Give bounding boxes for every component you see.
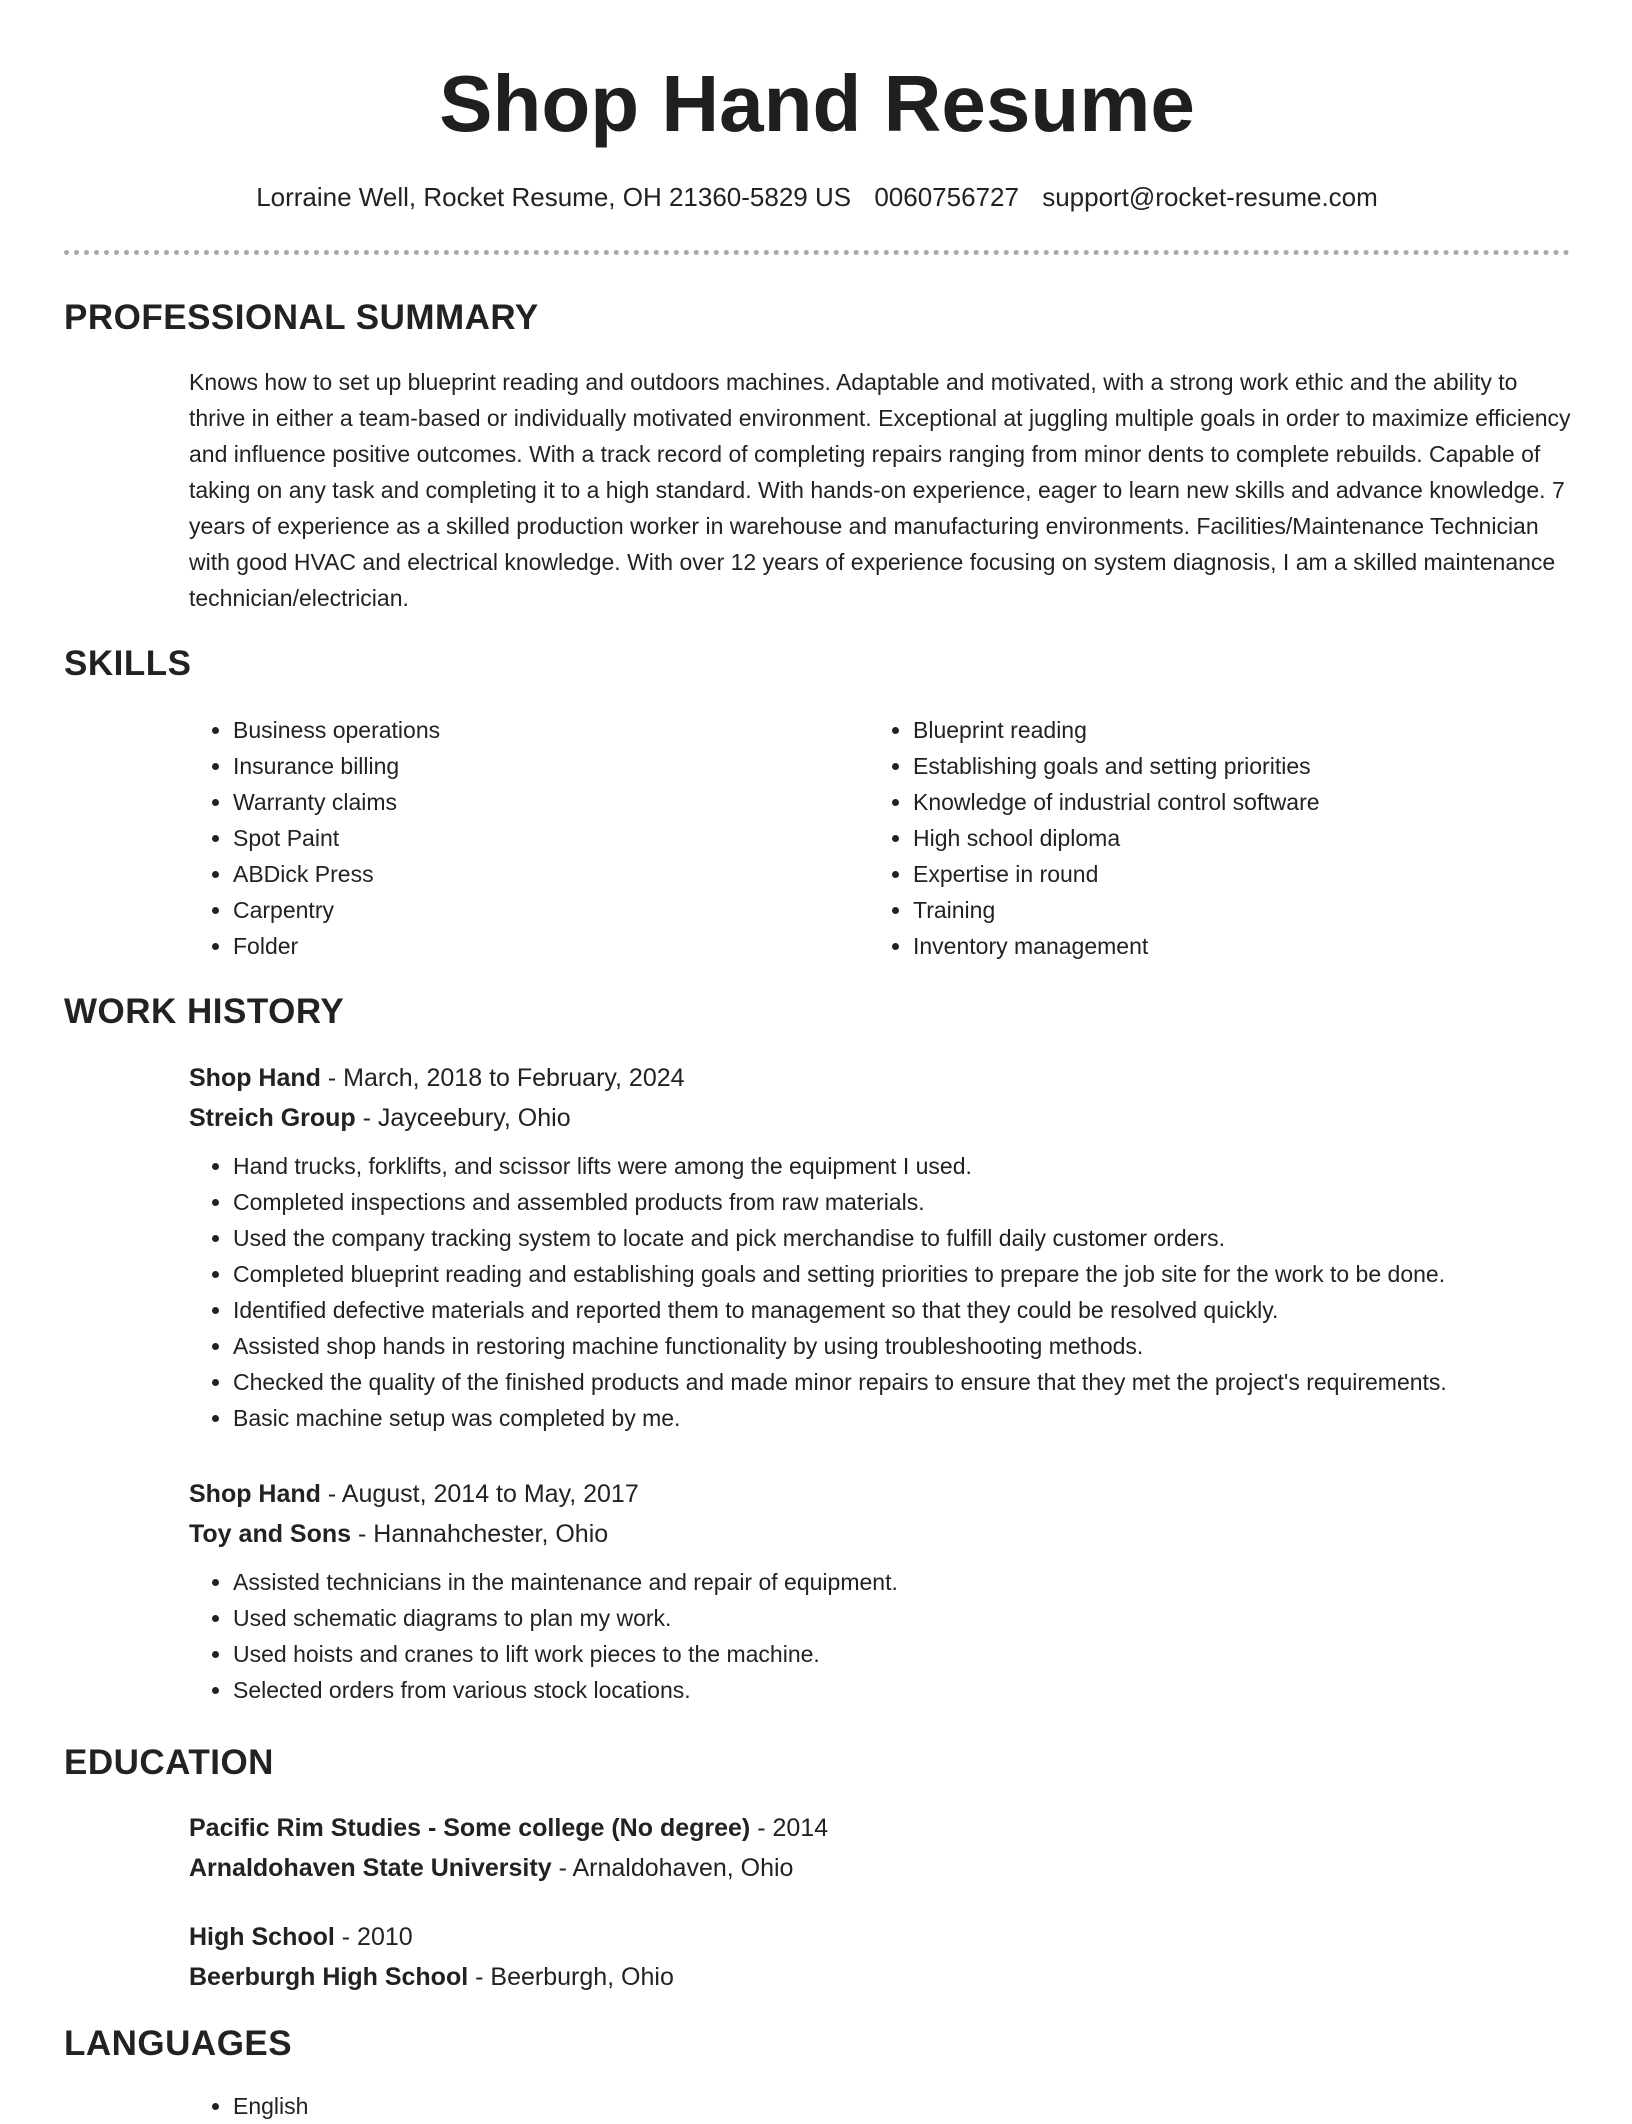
skill-item: • Expertise in round bbox=[913, 856, 1569, 892]
job-entry bbox=[189, 1058, 1574, 1436]
skill-item: • Insurance billing bbox=[233, 748, 859, 784]
education-year: - 2010 bbox=[334, 1923, 413, 1951]
education-degree: High School bbox=[189, 1923, 335, 1951]
skill-item: • Knowledge of industrial control software bbox=[913, 784, 1569, 820]
skill-item: • Warranty claims bbox=[233, 784, 859, 820]
languages-block bbox=[189, 2088, 1574, 2124]
job-duty: • Identified defective materials and reported them to management so that they could be resolved quickly. bbox=[233, 1292, 1574, 1328]
education-school: Beerburgh High School bbox=[189, 1963, 469, 1991]
language-item: • English bbox=[233, 2088, 1574, 2124]
job-title-line bbox=[189, 1058, 1574, 1098]
job-location: - Jayceebury, Ohio bbox=[355, 1104, 571, 1132]
education-degree-line bbox=[189, 1808, 1574, 1848]
skill-item: • Blueprint reading bbox=[913, 712, 1569, 748]
skill-item: • Carpentry bbox=[233, 892, 859, 928]
skill-item: • Establishing goals and setting priorities bbox=[913, 748, 1569, 784]
job-duty: • Assisted technicians in the maintenance and repair of equipment. bbox=[233, 1564, 1574, 1600]
education-entry bbox=[189, 1917, 1574, 1997]
job-location: - Hannahchester, Ohio bbox=[351, 1520, 609, 1548]
education-degree-line bbox=[189, 1917, 1574, 1957]
education-school: Arnaldohaven State University bbox=[189, 1854, 552, 1882]
job-duty: • Assisted shop hands in restoring machine functionality by using troubleshooting methods. bbox=[233, 1328, 1574, 1364]
contact-email: support@rocket-resume.com bbox=[1042, 182, 1378, 212]
summary-heading: PROFESSIONAL SUMMARY bbox=[64, 298, 539, 337]
skill-item: • High school diploma bbox=[913, 820, 1569, 856]
skill-item: • Business operations bbox=[233, 712, 859, 748]
skill-item: • Inventory management bbox=[913, 928, 1569, 964]
education-heading: EDUCATION bbox=[64, 1743, 274, 1782]
skills-left-column bbox=[189, 712, 859, 964]
job-duty: • Used the company tracking system to locate and pick merchandise to fulfill daily customer orders. bbox=[233, 1220, 1574, 1256]
job-title-line bbox=[189, 1474, 1574, 1514]
job-duty: • Selected orders from various stock locations. bbox=[233, 1672, 1574, 1708]
contact-address: Lorraine Well, Rocket Resume, OH 21360-5829 US bbox=[256, 182, 852, 212]
education-school-line bbox=[189, 1957, 1574, 1997]
job-duties-list bbox=[189, 1564, 1574, 1708]
languages-heading: LANGUAGES bbox=[64, 2024, 293, 2063]
skills-list-right bbox=[869, 712, 1569, 964]
job-title: Shop Hand bbox=[189, 1064, 321, 1092]
education-year: - 2014 bbox=[750, 1814, 829, 1842]
education-location: - Beerburgh, Ohio bbox=[468, 1963, 674, 1991]
job-duty: • Completed inspections and assembled products from raw materials. bbox=[233, 1184, 1574, 1220]
job-company: Toy and Sons bbox=[189, 1520, 352, 1548]
skills-heading: SKILLS bbox=[64, 644, 192, 683]
languages-list bbox=[189, 2088, 1574, 2124]
job-dates: - August, 2014 to May, 2017 bbox=[320, 1480, 639, 1508]
job-duty: • Used hoists and cranes to lift work pieces to the machine. bbox=[233, 1636, 1574, 1672]
resume-title: Shop Hand Resume bbox=[439, 59, 1195, 148]
job-company-line bbox=[189, 1098, 1574, 1138]
skill-item: • Spot Paint bbox=[233, 820, 859, 856]
skills-right-column bbox=[869, 712, 1569, 964]
job-duty: • Hand trucks, forklifts, and scissor lifts were among the equipment I used. bbox=[233, 1148, 1574, 1184]
job-duty: • Used schematic diagrams to plan my work. bbox=[233, 1600, 1574, 1636]
contact-phone: 0060756727 bbox=[874, 182, 1019, 212]
header-divider bbox=[64, 250, 1570, 255]
job-duty: • Basic machine setup was completed by me. bbox=[233, 1400, 1574, 1436]
job-dates: - March, 2018 to February, 2024 bbox=[320, 1064, 685, 1092]
work-history-heading: WORK HISTORY bbox=[64, 992, 345, 1031]
job-title: Shop Hand bbox=[189, 1480, 321, 1508]
skill-item: • Training bbox=[913, 892, 1569, 928]
summary-text: Knows how to set up blueprint reading and outdoors machines. Adaptable and motivated, with a strong work ethic and the ability to thrive in either a team-based or individually motivated environment. Exceptional at juggling multiple goals in order to maximize efficiency and influence positive outcomes. With a track record of completing repairs ranging from minor dents to complete rebuilds. Capable of taking on any task and completing it to a high standard. With hands-on experience, eager to learn new skills and advance knowledge. 7 years of experience as a skilled production worker in warehouse and manufacturing environments. Facilities/Maintenance Technician with good HVAC and electrical knowledge. With over 12 years of experience focusing on system diagnosis, I am a skilled maintenance technician/electrician. bbox=[189, 369, 1571, 611]
education-degree: Pacific Rim Studies - Some college (No degree) bbox=[189, 1814, 751, 1842]
contact-line bbox=[64, 180, 1570, 214]
education-school-line bbox=[189, 1848, 1574, 1888]
education-entry bbox=[189, 1808, 1574, 1888]
job-duty: • Completed blueprint reading and establishing goals and setting priorities to prepare the job site for the work to be done. bbox=[233, 1256, 1574, 1292]
skill-item: • Folder bbox=[233, 928, 859, 964]
skill-item: • ABDick Press bbox=[233, 856, 859, 892]
skills-list-left bbox=[189, 712, 859, 964]
education-location: - Arnaldohaven, Ohio bbox=[551, 1854, 794, 1882]
job-entry bbox=[189, 1474, 1574, 1708]
job-duties-list bbox=[189, 1148, 1574, 1436]
job-company-line bbox=[189, 1514, 1574, 1554]
job-duty: • Checked the quality of the finished products and made minor repairs to ensure that they met the project's requirements. bbox=[233, 1364, 1574, 1400]
job-company: Streich Group bbox=[189, 1104, 356, 1132]
